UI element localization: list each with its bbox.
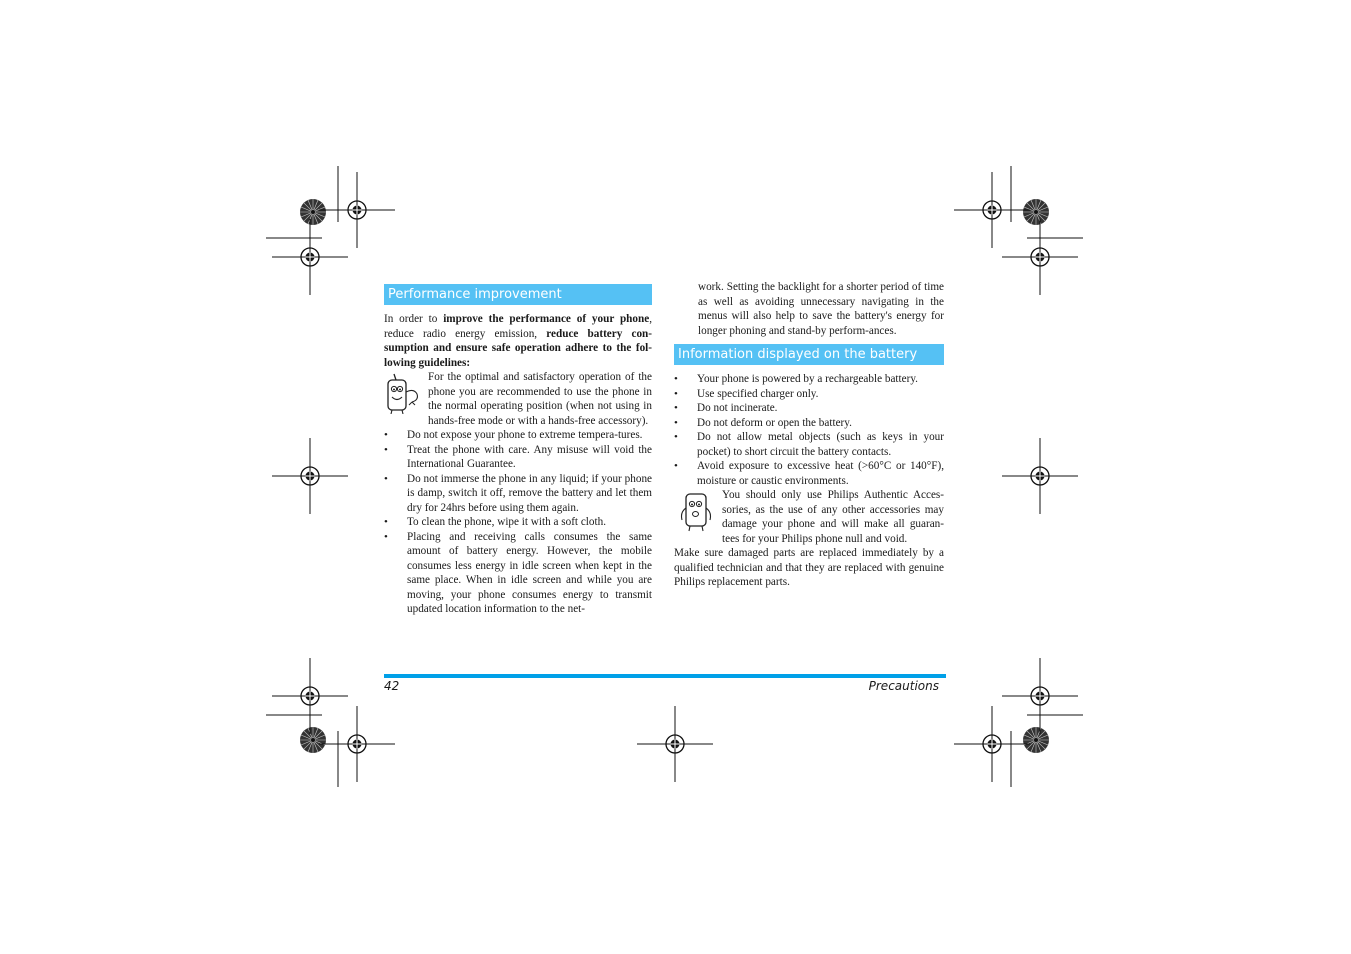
left-column [384,284,652,617]
section-heading-battery-info: Information displayed on the battery [674,344,944,365]
page-number: 42 [384,679,400,693]
list-item: • Do not immerse the phone in any liquid; if your phone is damp, switch it off, remove the battery and let them dry for 24hrs before using them again. [384,472,652,516]
tip-box-operating-position [384,370,652,428]
footer-rule [384,674,946,678]
list-item: • Do not deform or open the battery. [674,416,944,431]
right-column [674,280,944,590]
list-item: • Use specified charger only. [674,387,944,402]
list-item: • Do not expose your phone to extreme tempera-tures. [384,428,652,443]
tip-text: For the optimal and satisfactory operation of the phone you are recommended to use the phone in the normal operating position (when not using in hands-free mode or with a hands-free accessory). [428,371,652,427]
list-item: • Placing and receiving calls consumes the same amount of battery energy. However, the mobile consumes less energy in idle screen when kept in the same place. When in idle screen and while you are moving, your phone consumes energy to transmit updated location information to the net- [384,530,652,617]
tip-box-accessories [674,488,944,546]
phone-mascot-icon [384,370,424,414]
list-item: • Treat the phone with care. Any misuse will void the International Guarantee. [384,443,652,472]
list-item: • Avoid exposure to excessive heat (>60°C or 140°F), moisture or caustic environments. [674,459,944,488]
list-item: • Your phone is powered by a rechargeable battery. [674,372,944,387]
right-bullet-list [674,372,944,488]
phone-mascot-icon [678,488,718,532]
closing-paragraph: Make sure damaged parts are replaced immediately by a qualified technician and that they are replaced with genuine Philips replacement parts. [674,547,944,588]
intro-paragraph: In order to improve the performance of your phone, reduce radio energy emission, reduce battery con-sumption and ensure safe operation adhere to the fol-lowing guidelines: [384,313,652,369]
list-item: • Do not allow metal objects (such as keys in your pocket) to short circuit the battery contacts. [674,430,944,459]
list-item: • Do not incinerate. [674,401,944,416]
continuation-paragraph: work. Setting the backlight for a shorter period of time as well as avoiding unnecessary navigating in the menus will also help to save the battery's energy for longer phoning and stand-by perform-ances. [698,281,944,337]
footer-section-title: Precautions [868,679,939,693]
list-item: • To clean the phone, wipe it with a soft cloth. [384,515,652,530]
left-bullet-list [384,428,652,617]
section-heading-performance: Performance improvement [384,284,652,305]
tip-text: You should only use Philips Authentic Acces-sories, as the use of any other accessories may damage your phone and will make all guaran-tees for your Philips phone null and void. [722,489,944,545]
